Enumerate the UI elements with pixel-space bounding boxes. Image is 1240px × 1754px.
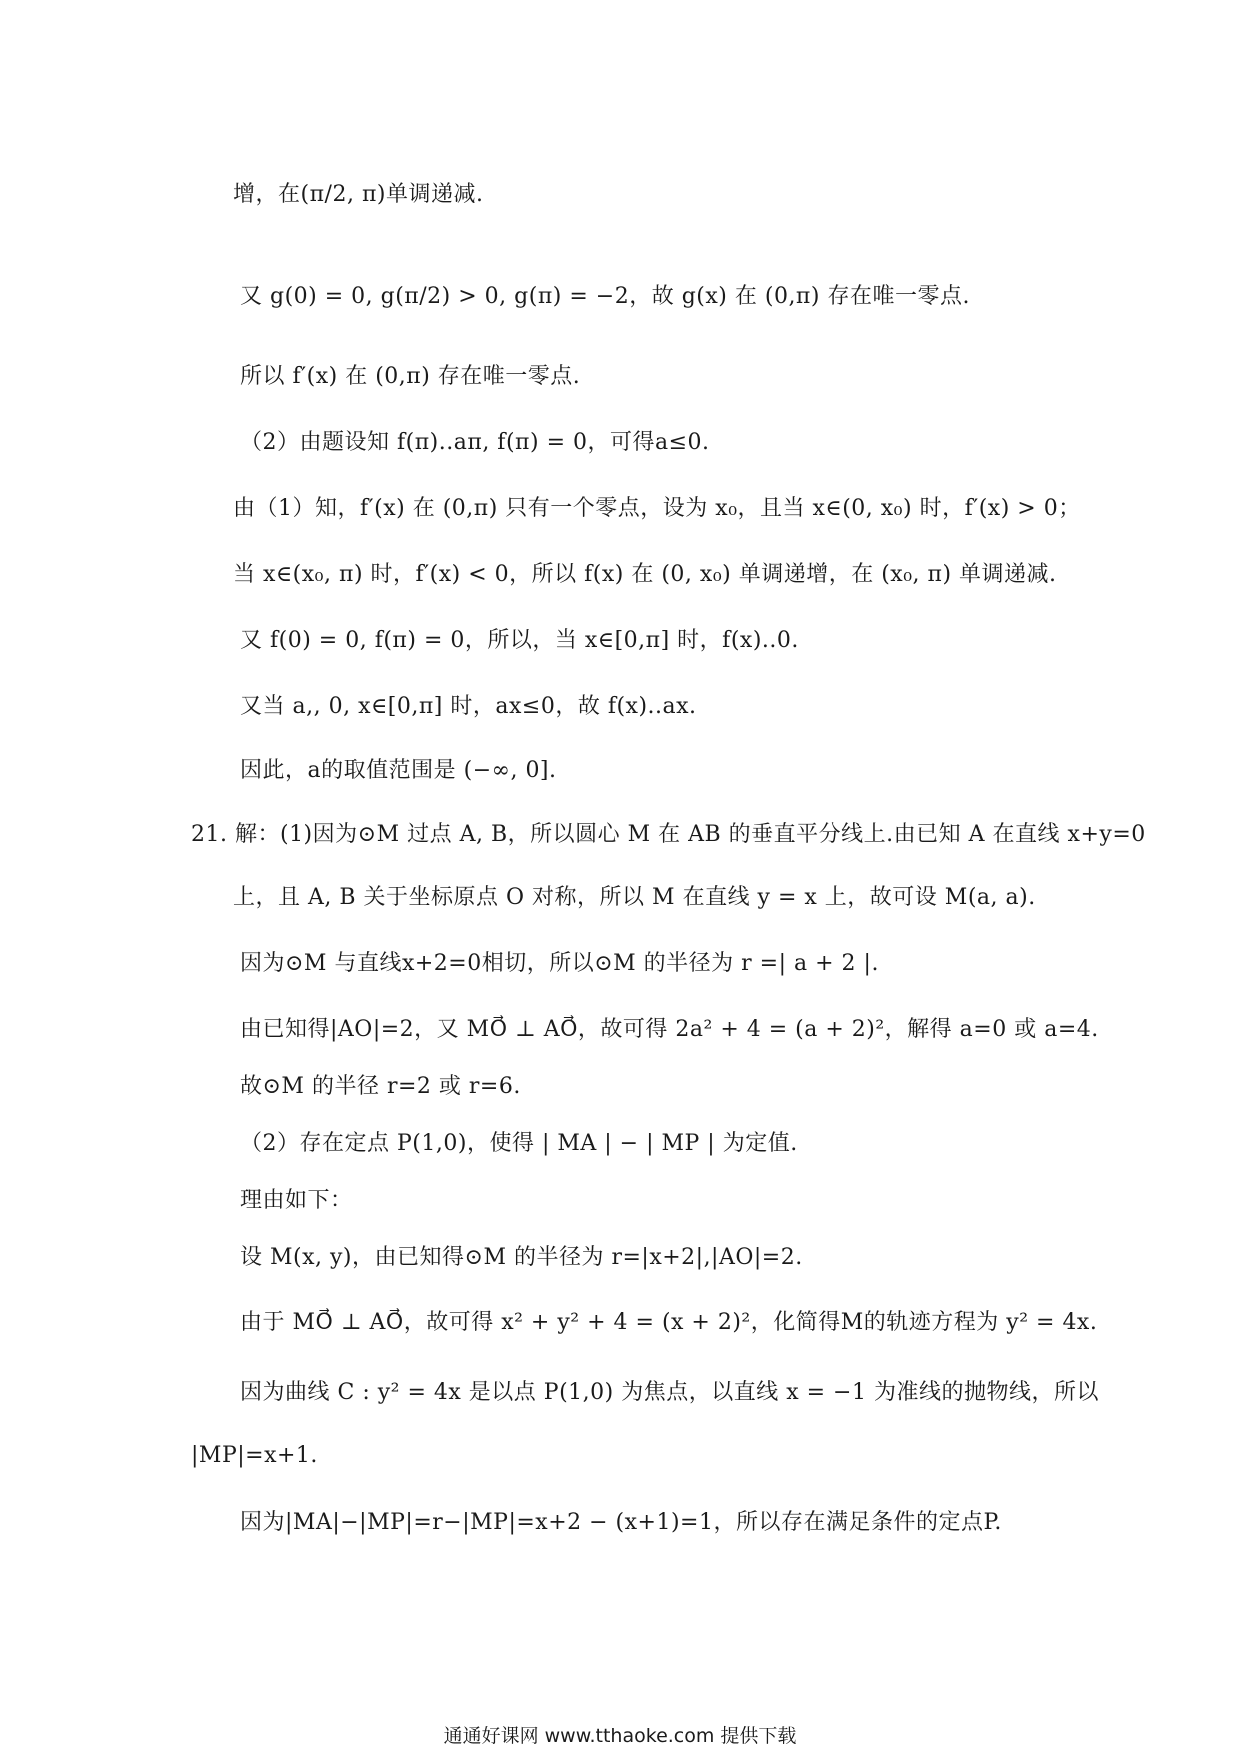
line-15: （2）存在定点 P(1,0)，使得 | MA | − | MP | 为定值. <box>240 1131 798 1156</box>
line-10: 21. 解：(1)因为⊙M 过点 A, B，所以圆心 M 在 AB 的垂直平分线上.由已知 A 在直线 x+y=0 <box>191 822 1146 847</box>
line-20: |MP|=x+1. <box>191 1443 318 1468</box>
line-12: 因为⊙M 与直线x+2=0相切，所以⊙M 的半径为 r =| a + 2 |. <box>240 951 879 976</box>
line-7: 又 f(0) = 0, f(π) = 0，所以，当 x∈[0,π] 时，f(x)..0. <box>240 628 799 653</box>
line-9: 因此，a的取值范围是 (−∞, 0]. <box>240 758 557 783</box>
line-1: 增，在(π/2, π)单调递减. <box>233 182 484 207</box>
line-18: 由于 MO⃗ ⊥ AO⃗，故可得 x² + y² + 4 = (x + 2)²，化简得M的轨迹方程为 y² = 4x. <box>240 1310 1098 1335</box>
line-4: （2）由题设知 f(π)..aπ, f(π) = 0，可得a≤0. <box>240 430 710 455</box>
line-11: 上，且 A, B 关于坐标原点 O 对称，所以 M 在直线 y = x 上，故可设 M(a, a). <box>233 885 1036 910</box>
line-2: 又 g(0) = 0, g(π/2) > 0, g(π) = −2，故 g(x) 在 (0,π) 存在唯一零点. <box>240 284 970 309</box>
line-13: 由已知得|AO|=2，又 MO⃗ ⊥ AO⃗，故可得 2a² + 4 = (a + 2)²，解得 a=0 或 a=4. <box>240 1017 1099 1042</box>
line-3: 所以 f′(x) 在 (0,π) 存在唯一零点. <box>240 364 581 389</box>
page-footer: 通通好课网 www.tthaoke.com 提供下载 <box>443 1725 797 1747</box>
line-17: 设 M(x, y)，由已知得⊙M 的半径为 r=|x+2|,|AO|=2. <box>240 1245 803 1270</box>
line-21: 因为|MA|−|MP|=r−|MP|=x+2 − (x+1)=1，所以存在满足条件的定点P. <box>240 1510 1002 1535</box>
line-14: 故⊙M 的半径 r=2 或 r=6. <box>240 1074 521 1099</box>
line-6: 当 x∈(x₀, π) 时，f′(x) < 0，所以 f(x) 在 (0, x₀) 单调递增，在 (x₀, π) 单调递减. <box>233 562 1057 587</box>
line-8: 又当 a,, 0, x∈[0,π] 时，ax≤0，故 f(x)..ax. <box>240 694 697 719</box>
line-5: 由（1）知，f′(x) 在 (0,π) 只有一个零点，设为 x₀，且当 x∈(0, x₀) 时，f′(x) > 0； <box>233 496 1081 521</box>
line-16: 理由如下： <box>240 1188 353 1213</box>
line-19: 因为曲线 C : y² = 4x 是以点 P(1,0) 为焦点，以直线 x = −1 为准线的抛物线，所以 <box>240 1380 1099 1405</box>
